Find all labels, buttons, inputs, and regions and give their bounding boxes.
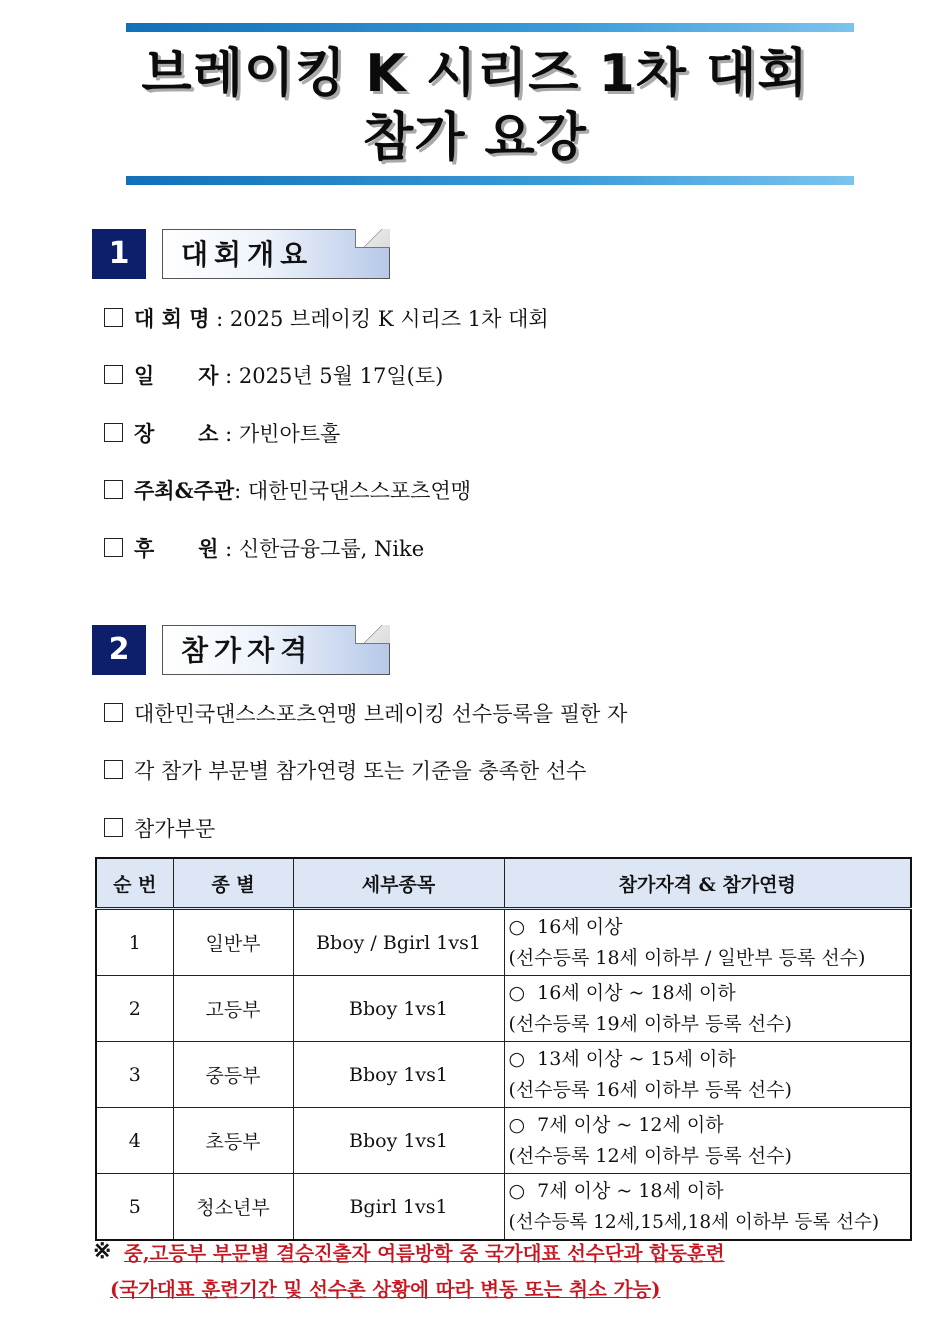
cell-event: Bboy 1vs1 [293, 976, 504, 1042]
cell-qualification: ○ 16세 이상 (선수등록 18세 이하부 / 일반부 등록 선수) [504, 909, 911, 976]
table-row [96, 909, 911, 976]
cell-no: 2 [96, 976, 173, 1042]
section2-title: 참가자격 [181, 634, 314, 667]
title-top-bar [126, 23, 854, 32]
cell-qualification: ○ 16세 이상 ~ 18세 이하 (선수등록 19세 이하부 등록 선수) [504, 976, 911, 1042]
table-row [96, 976, 911, 1042]
folded-corner-icon [355, 625, 390, 644]
division-table [95, 857, 912, 1241]
checkbox-icon [104, 760, 123, 779]
page-title-line1: 브레이킹 K 시리즈 1차 대회 [141, 44, 809, 104]
cell-qualification: ○ 7세 이상 ~ 18세 이하 (선수등록 12세,15세,18세 이하부 등록 선수) [504, 1174, 911, 1241]
note-line2: (국가대표 훈련기간 및 선수촌 상황에 따라 변동 또는 취소 가능) [110, 1278, 661, 1301]
header-event: 세부종목 [293, 858, 504, 909]
section2-number: 2 [92, 625, 146, 675]
overview-item-name: 대 회 명 : 2025 브레이킹 K 시리즈 1차 대회 [104, 305, 549, 333]
cell-no: 3 [96, 1042, 173, 1108]
table-row [96, 1174, 911, 1241]
checkbox-icon [104, 480, 123, 499]
eligibility-item: 대한민국댄스스포츠연맹 브레이킹 선수등록을 필한 자 [104, 700, 627, 728]
cell-no: 4 [96, 1108, 173, 1174]
cell-no: 1 [96, 909, 173, 976]
note-line1: 중,고등부 부문별 결승진출자 여름방학 중 국가대표 선수단과 합동훈련 [124, 1242, 725, 1265]
checkbox-icon [104, 538, 123, 557]
overview-item-host: 주최&주관: 대한민국댄스스포츠연맹 [104, 477, 471, 505]
cell-category: 청소년부 [173, 1174, 293, 1241]
cell-category: 중등부 [173, 1042, 293, 1108]
table-header-row [96, 858, 911, 909]
page-title-line2: 참가 요강 [362, 108, 588, 168]
folded-corner-icon [355, 229, 390, 248]
cell-event: Bgirl 1vs1 [293, 1174, 504, 1241]
checkbox-icon [104, 365, 123, 384]
cell-category: 고등부 [173, 976, 293, 1042]
overview-item-venue: 장 소 : 가빈아트홀 [104, 420, 340, 448]
overview-item-sponsor: 후 원 : 신한금융그룹, Nike [104, 535, 424, 563]
header-qualification: 참가자격 & 참가연령 [504, 858, 911, 909]
cell-no: 5 [96, 1174, 173, 1241]
table-row [96, 1042, 911, 1108]
section1-header [162, 229, 390, 279]
checkbox-icon [104, 818, 123, 837]
section1-title: 대회개요 [181, 238, 314, 271]
checkbox-icon [104, 308, 123, 327]
header-no: 순 번 [96, 858, 173, 909]
eligibility-item: 각 참가 부문별 참가연령 또는 기준을 충족한 선수 [104, 757, 586, 785]
cell-event: Bboy 1vs1 [293, 1108, 504, 1174]
note-mark: ※ [93, 1238, 112, 1264]
checkbox-icon [104, 703, 123, 722]
cell-event: Bboy 1vs1 [293, 1042, 504, 1108]
title-bottom-bar [126, 176, 854, 185]
eligibility-item: 참가부문 [104, 815, 215, 843]
cell-qualification: ○ 13세 이상 ~ 15세 이하 (선수등록 16세 이하부 등록 선수) [504, 1042, 911, 1108]
cell-category: 일반부 [173, 909, 293, 976]
section1-number: 1 [92, 229, 146, 279]
header-category: 종 별 [173, 858, 293, 909]
section2-header [162, 625, 390, 675]
checkbox-icon [104, 423, 123, 442]
cell-event: Bboy / Bgirl 1vs1 [293, 909, 504, 976]
cell-qualification: ○ 7세 이상 ~ 12세 이하 (선수등록 12세 이하부 등록 선수) [504, 1108, 911, 1174]
overview-item-date: 일 자 : 2025년 5월 17일(토) [104, 362, 443, 390]
cell-category: 초등부 [173, 1108, 293, 1174]
table-row [96, 1108, 911, 1174]
